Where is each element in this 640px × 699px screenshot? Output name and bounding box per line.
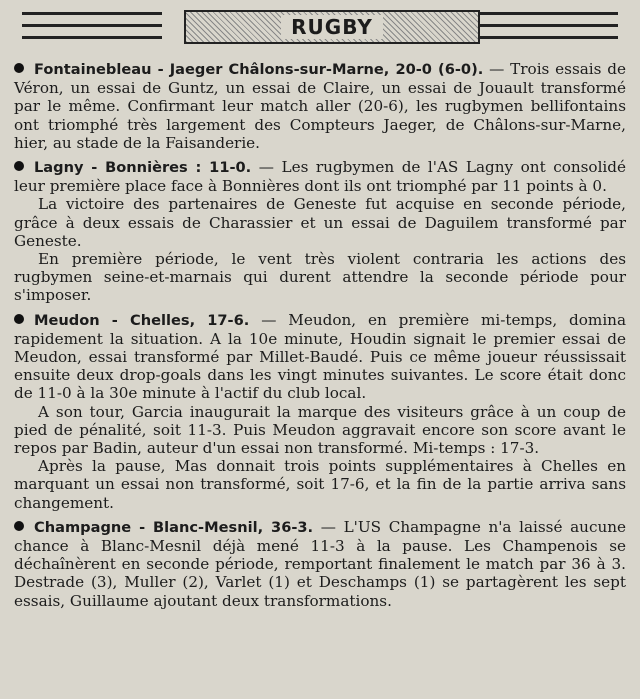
section-title: RUGBY	[281, 15, 383, 39]
article-fontainebleau	[14, 60, 626, 152]
article-headline: Fontainebleau - Jaeger Châlons-sur-Marne, 20-0 (6-0).	[34, 61, 484, 78]
bullet-icon	[14, 161, 24, 171]
article-meudon	[14, 311, 626, 512]
bullet-icon	[14, 63, 24, 73]
article-text: — Les rugbymen de l'AS Lagny ont consolidé leur première place face à Bonnières dont ils ont triomphé par 11 points à 0.	[14, 158, 627, 196]
article-paragraph: En première période, le vent très violent contraria les actions des rugbymen seine-et-marnais qui durent attendre la seconde période pour s'imposer.	[14, 250, 626, 305]
article-headline: Meudon - Chelles, 17-6.	[34, 311, 250, 329]
bullet-icon	[14, 314, 24, 324]
article-paragraph: Après la pause, Mas donnait trois points supplémentaires à Chelles en marquant un essai non transformé, soit 17-6, et la fin de la partie arriva sans changement.	[14, 457, 626, 512]
section-header	[14, 0, 626, 60]
article-headline: Lagny - Bonnières : 11-0.	[34, 159, 252, 177]
article-text: — L'US Champagne n'a laissé aucune chance à Blanc-Mesnil déjà mené 11-3 à la pause. Les Champenois se déchaînèrent en seconde période, remportant finalement le match par 36 à 3. Destrade (3), Muller (2), Varlet (1) et Deschamps (1) se partagèrent les sept essais, Guillaume ajoutant deux transformations.	[14, 517, 627, 610]
article-text: — Meudon, en première mi-temps, domina rapidement la situation. A la 10e minute, Houdin signait le premier essai de Meudon, essai transformé par Millet-Baudé. Puis ce même joueur réussissait ensuite deux drop-goals dans les vingt minutes suivantes. Le score était donc de 11-0 à la 30e minute à l'actif du club local.	[14, 310, 627, 403]
article-paragraph: A son tour, Garcia inaugurait la marque des visiteurs grâce à un coup de pied de pénalité, soit 11-3. Puis Meudon aggravait encore son score avant le repos par Badin, auteur d'un essai non transformé. Mi-temps : 17-3.	[14, 402, 626, 458]
article-headline: Champagne - Blanc-Mesnil, 36-3.	[34, 518, 314, 536]
header-rules-left	[22, 12, 162, 48]
article-paragraph: La victoire des partenaires de Geneste fut acquise en seconde période, grâce à deux essais de Charassier et un essai de Daguilem transformé par Geneste.	[14, 195, 626, 250]
article-lagny	[14, 158, 626, 305]
article-text: — Trois essais de Véron, un essai de Guntz, un essai de Claire, un essai de Jouault transformé par le même. Confirmant leur match aller (20-6), les rugbymen bellifontains ont triomphé très largement des Compteurs Jaeger, de Châlons-sur-Marne, hier, au stade de la Faisanderie.	[14, 60, 626, 152]
article-champagne	[14, 518, 626, 610]
section-title-box	[184, 10, 480, 44]
bullet-icon	[14, 521, 24, 531]
header-rules-right	[478, 12, 618, 48]
